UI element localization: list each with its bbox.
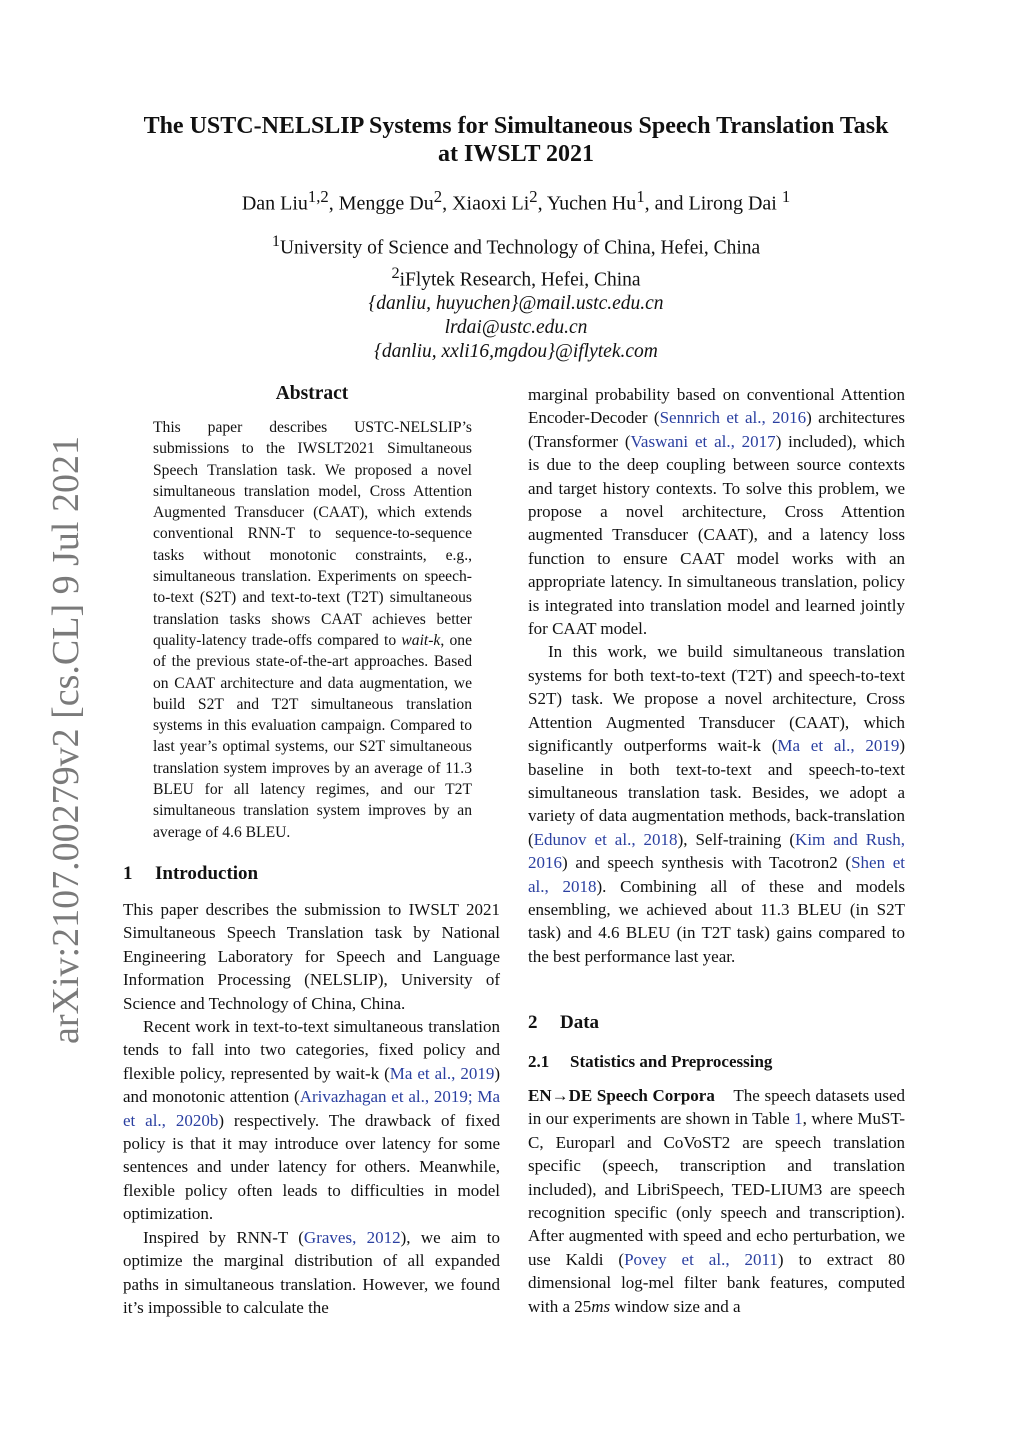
table-reference-link[interactable]: 1	[794, 1109, 803, 1129]
intro-r2-text-d: ) and speech synthesis with Tacotron2 (	[562, 853, 852, 873]
affiliation-1	[100, 229, 932, 261]
right-column-body	[528, 383, 905, 968]
author-5: and Lirong Dai	[654, 192, 777, 215]
affiliation-2-marker: 2	[391, 263, 400, 282]
intro-r1-text-a: marginal probability based on conventional Attention Encoder-Decoder (	[528, 385, 905, 428]
section-1-heading	[123, 863, 258, 885]
citation-link[interactable]: Sennrich et al., 2016	[659, 408, 807, 428]
abstract-text-1: This paper describes USTC-NELSLIP’s submissions to the IWSLT2021 Simultaneous Speech Translation task. We proposed a novel simultaneous translation model, Cross Attention Augmented Transducer (CAAT), which extends conventional RNN-T to sequence-to-sequence tasks without monotonic constraints, e.g., simultaneous translation. Experiments on speech-to-text (S2T) and text-to-text (T2T) simultaneous translation tasks shows CAAT achieves better quality-latency trade-offs compared to	[153, 419, 472, 649]
affiliation-1-marker: 1	[271, 232, 280, 250]
affiliation-2	[100, 261, 932, 293]
intro-r2-text-b: ) baseline in both text-to-text and speech-to-text simultaneous translation task. Besides, we adopt a variety of data augmentation methods, back-translation (	[528, 736, 906, 849]
citation-link[interactable]: Povey et al., 2011	[624, 1249, 778, 1269]
intro-r2-text-a: In this work, we build simultaneous translation systems for both text-to-text (T2T) and speech-to-text S2T) task. We propose a novel architecture, Cross Attention Augmented Transducer (CAAT), which significantly outperforms wait-k (	[528, 642, 905, 756]
affiliation-1-text: University of Science and Technology of China, Hefei, China	[279, 237, 761, 259]
author-3: Xiaoxi Li	[452, 192, 530, 215]
intro-r1-text-c: ) included), which is due to the deep coupling between source contexts and target history contexts. To solve this problem, we propose a novel architecture, Cross Attention augmented Transducer (CAAT), and a latency loss function to ensure CAAT model works with an appropriate latency. In simultaneous translation, policy is integrated into translation model and learned jointly for CAAT model.	[528, 431, 906, 639]
email-3: {danliu, xxli16,mgdou}@iflytek.com	[374, 341, 658, 362]
author-4-affil: 1	[636, 187, 645, 206]
intro-paragraph-3-continued	[528, 383, 905, 640]
paper-title	[100, 112, 932, 168]
subsection-2-1-number: 2.1	[528, 1052, 550, 1071]
citation-link[interactable]: Arivazhagan et al., 2019; Ma et al., 2020b	[123, 1087, 501, 1130]
data-p1-text-a: The speech datasets used in our experiments are shown in Table	[528, 1086, 905, 1129]
abstract-body	[153, 417, 472, 843]
author-4: Yuchen Hu	[546, 192, 637, 215]
section-1-number: 1	[123, 863, 133, 884]
data-p1-text-c: ) to extract 80 dimensional log-mel filter bank features, computed with a 25	[528, 1249, 905, 1316]
data-paragraph-1	[528, 1084, 905, 1318]
intro-p2-text-c: ) respectively. The drawback of fixed policy is that it may introduce over latency for some sentences and under latency for others. Meanwhile, flexible policy often leads to difficulties in model optimization.	[123, 1110, 500, 1224]
citation-link[interactable]: Ma et al., 2019	[777, 736, 900, 756]
author-list: Dan Liu$^{1,2}$, Mengge Du$^2$, Xiaoxi Li$^2$, Yuchen Hu$^1$, and Lirong Dai $^1$	[241, 187, 791, 215]
intro-p3-text-a: Inspired by RNN-T (	[143, 1227, 304, 1247]
author-2: Mengge Du	[338, 192, 434, 215]
data-p1-text-d: window size and a	[610, 1296, 741, 1316]
intro-r2-text-c: ), Self-training (	[677, 829, 796, 849]
section-1-title: Introduction	[155, 863, 259, 884]
title-line-1: The USTC-NELSLIP Systems for Simultaneous Speech Translation Task	[143, 113, 889, 139]
subsection-2-1-title: Statistics and Preprocessing	[570, 1052, 773, 1071]
email-1: {danliu, huyuchen}@mail.ustc.edu.cn	[368, 293, 664, 314]
intro-r2-text-e: ). Combining all of these and models ensembling, we achieved about 11.3 BLEU (in S2T task) and 4.6 BLEU (in T2T task) gains compared to the best performance last year.	[528, 876, 905, 966]
intro-r1-text-b: ) architectures (Transformer (	[528, 408, 906, 451]
citation-link[interactable]: Vaswani et al., 2017	[630, 431, 776, 451]
run-in-heading: EN→DE Speech Corpora	[528, 1086, 715, 1105]
left-column-body	[123, 898, 500, 1319]
citation-link[interactable]: Ma et al., 2019	[389, 1063, 495, 1083]
citation-link[interactable]: Edunov et al., 2018	[533, 829, 678, 849]
section-2-title: Data	[560, 1012, 600, 1033]
abstract-text-2: , one of the previous state-of-the-art approaches. Based on CAAT architecture and data augmentation, we build S2T and T2T simultaneous translation systems in this evaluation campaign. Compared to last year’s optimal systems, our S2T simultaneous translation system improves by an average of 11.3 BLEU for all latency regimes, and our T2T simultaneous translation system improves by an average of 4.6 BLEU.	[153, 631, 472, 841]
affiliations	[100, 229, 932, 364]
author-1: Dan Liu	[241, 192, 308, 215]
data-p1-text-b: , where MuST-C, Europarl and CoVoST2 are speech translation specific (speech, transcription and translation included), and LibriSpeech, TED-LIUM3 are speech recognition specific (only speech and transcription). After augmented with speed and echo perturbation, we use Kaldi (	[528, 1109, 905, 1269]
author-2-affil: 2	[433, 187, 443, 206]
author-5-affil: 1	[781, 187, 791, 206]
section-2-number: 2	[528, 1012, 538, 1033]
email-2: lrdai@ustc.edu.cn	[444, 317, 588, 338]
intro-p2-text-a: Recent work in text-to-text simultaneous translation tends to fall into two categories, fixed policy and flexible policy, represented by wait-k (	[123, 1017, 500, 1083]
math-unit: ms	[591, 1296, 611, 1316]
intro-p3-text-b: ), we aim to optimize the marginal distribution of all expanded paths in simultaneous translation. However, we found it’s impossible to calculate the	[123, 1227, 500, 1317]
intro-paragraph-3	[123, 1226, 500, 1320]
abstract-italic-term: wait-k	[401, 631, 441, 649]
intro-paragraph-4	[528, 640, 905, 968]
author-1-affil: 1,2	[307, 187, 329, 206]
citation-link[interactable]: Graves, 2012	[303, 1227, 401, 1247]
abstract-heading: Abstract	[275, 383, 349, 404]
intro-paragraph-1: This paper describes the submission to IWSLT 2021 Simultaneous Speech Translation task by National Engineering Laboratory for Speech and Language Information Processing (NELSLIP), University of Science and Technology of China, China.	[123, 900, 500, 1013]
arxiv-identifier-stamp: arXiv:2107.00279v2 [cs.CL] 9 Jul 2021	[45, 436, 87, 1044]
title-line-2: at IWSLT 2021	[437, 141, 595, 167]
citation-link[interactable]: Kim and Rush, 2016	[528, 829, 905, 873]
citation-link[interactable]: Shen et al., 2018	[528, 853, 905, 896]
affiliation-2-text: iFlytek Research, Hefei, China	[399, 269, 641, 290]
subsection-2-1-heading	[528, 1052, 772, 1072]
section-2-heading	[528, 1012, 599, 1034]
intro-paragraph-2	[123, 1015, 500, 1226]
data-section-body	[528, 1084, 905, 1318]
intro-p2-text-b: ) and monotonic attention (	[123, 1063, 500, 1107]
author-3-affil: 2	[529, 187, 538, 206]
